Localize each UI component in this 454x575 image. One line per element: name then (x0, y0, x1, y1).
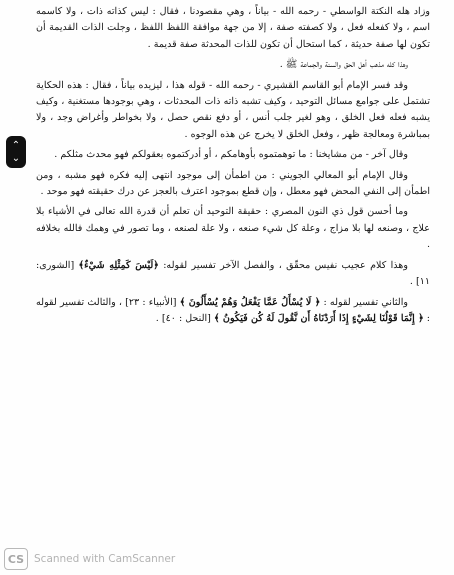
paragraph-5: وقال الإمام أبو المعالي الجويني : من اطمأن إلى موجود انتهى إليه فكره فهو مشبه ، ومن اطمأن إلى النفي المحض فهو معطل ، وإن قطع بموجود اعترف بالعجز عن درك حقيقته فهو موحد . (36, 169, 430, 198)
quran-verse: ﴿ إِنَّمَا قَوْلُنَا لِشَيْءٍ إِذَا أَرَدْنَاهُ أَن نَّقُولَ لَهُ كُن فَيَكُونُ ﴾ (213, 312, 424, 324)
verse-reference: [النحل : ٤٠] . (155, 312, 214, 324)
camscanner-watermark (4, 547, 175, 571)
paragraph-4: وقال آخر - من مشايخنا : ما توهمتموه بأوهامكم ، أو أدركتموه بعقولكم فهو محدث مثلكم . (54, 149, 408, 161)
paragraph-8-text: والثاني تفسير لقوله : (320, 296, 409, 308)
chevron-down-icon[interactable]: ⌄ (11, 153, 21, 164)
paragraph-3: وقد فسر الإمام أبو القاسم القشيري - رحمه الله - قوله هذا ، ليزيده بياناً ، فقال : هذه الحكاية تشتمل على جوامع مسائل التوحيد ، وكيف تشبه ذاته ذات المحدثات ، وهي بوجودها مستغنية ، وكيف يشبه فعله فعل الخلق ، وهو لغير جلب أنس ، أو دفع نقص حصل ، ولا بخواطر وأغراض وجد ، ولا بمباشرة ومعالجة ظهر ، وفعل الخلق لا يخرج عن هذه الوجوه . (36, 79, 430, 140)
paragraph-8-mid: [الأنبياء : ٢٣] ، والثالث تفسير لقوله : (36, 296, 430, 324)
camscanner-logo-icon: CS (4, 548, 28, 570)
paragraph-8 (36, 295, 430, 328)
paragraph-7 (36, 258, 430, 291)
watermark-text: Scanned with CamScanner (34, 553, 176, 565)
page-scroll-widget[interactable] (6, 136, 26, 168)
paragraph-7-text: وهذا كلام عجيب نفيس محقّق ، والفصل الآخر تفسير لقوله: (158, 259, 408, 271)
verse-reference: [الشورى: ١١] . (36, 259, 430, 288)
page-text (36, 4, 430, 331)
paragraph-6: وما أحسن قول ذي النون المصري : حقيقة التوحيد أن تعلم أن قدرة الله تعالى في الأشياء بلا علاج ، وصنعه لها بلا مزاج ، وعلة كل شيء صنعه ، ولا علة لصنعه ، وما تصور في وهمك فالله بخلافه . (36, 206, 430, 251)
paragraph-1: وزاد هله النكتة الواسطي - رحمه الله - بياناً ، وهي مقصودنا ، فقال : ليس كذاته ذات ، ولا كاسمه اسم ، ولا كفعله فعل ، ولا كصفته صفة ، إلا من جهة موافقة اللفظ اللفظ ، وجلت الذات القديمة أن تكون لها صفة حديثة ، كما استحال أن تكون للذات المحدثة صفة قديمة . (36, 6, 430, 50)
paragraph-2: وهذا كله مذهب أهل الحق والسنة والجماعة ﷺ . (279, 59, 408, 71)
quran-verse: ﴿لَيْسَ كَمِثْلِهِ شَيْءٌ﴾ (78, 259, 159, 271)
quran-verse: ﴿ لَا يُسْأَلُ عَمَّا يَفْعَلُ وَهُمْ يُسْأَلُونَ ﴾ (179, 296, 321, 308)
chevron-up-icon[interactable]: ⌃ (11, 140, 21, 151)
